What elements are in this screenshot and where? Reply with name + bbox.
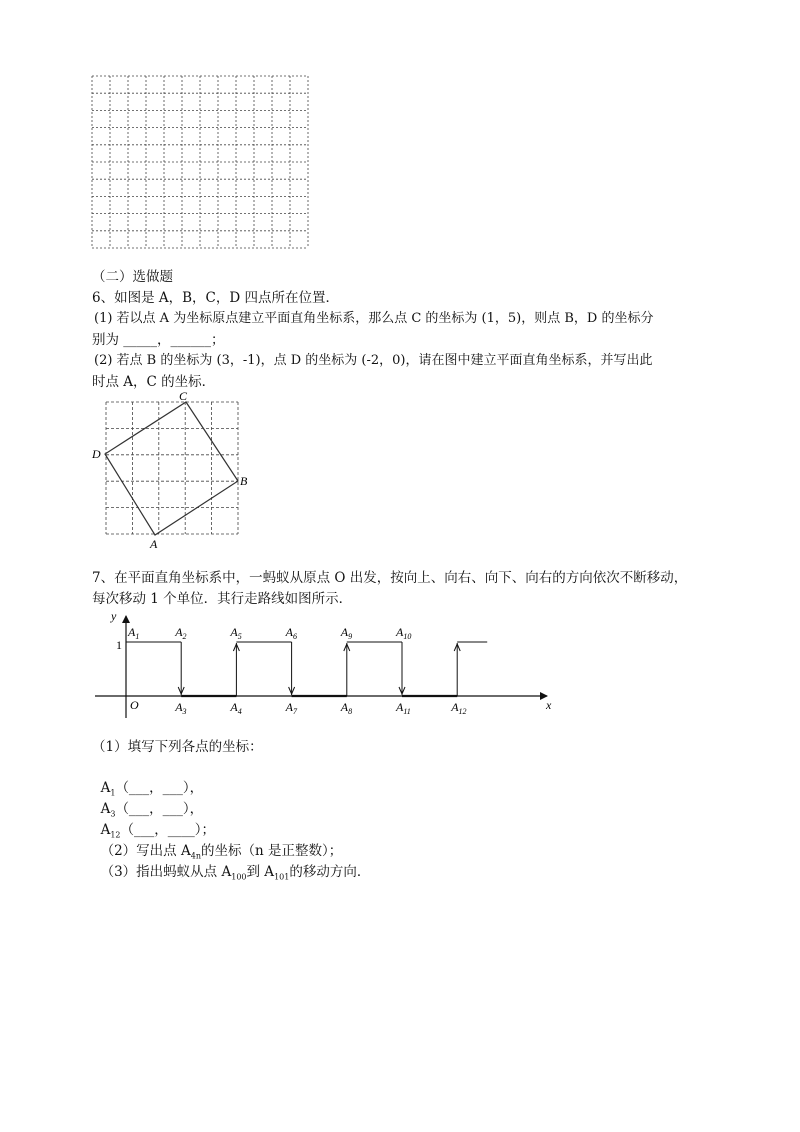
q7-part2-rest: 的坐标（n 是正整数）；	[200, 843, 343, 859]
point-label-c: C	[179, 390, 188, 403]
q7-part3-sub2: 101	[274, 872, 290, 882]
fill-a12-point: A	[100, 822, 111, 838]
q6-part1-line1: (1) 若以点 A 为坐标原点建立平面直角坐标系，那么点 C 的坐标为 (1，5)，则点 B，D 的坐标分	[94, 311, 654, 326]
q7-figure	[90, 608, 560, 718]
q7-part3-mid: 到 A	[246, 864, 275, 880]
q6-figure	[88, 390, 258, 552]
bottom-point-label: $A_3$	[175, 700, 187, 716]
unit-tick-label: 1	[116, 638, 122, 652]
bottom-point-label: $A_{11}$	[396, 700, 411, 716]
q7-part3-rest: 的移动方向．	[289, 864, 371, 880]
blank-grid	[90, 74, 310, 250]
axis-label-x: x	[546, 698, 552, 712]
fill-a12-blank: （___，____）；	[120, 822, 216, 838]
q7-part2-pre: （2）写出点 A	[100, 843, 191, 859]
fill-a12-sub: 12	[110, 830, 121, 840]
fill-a1-sub: 1	[110, 788, 116, 798]
top-point-label: $A_{10}$	[396, 625, 412, 641]
q6-part2-line2: 时点 A，C 的坐标．	[92, 374, 216, 390]
fill-a3-point: A	[100, 801, 111, 817]
q6-part1-line2: 别为 _____，______；	[92, 332, 225, 348]
q7-part1-title: （1）填写下列各点的坐标：	[92, 739, 263, 755]
top-point-label: $A_9$	[340, 625, 353, 641]
fill-a1-point: A	[100, 780, 111, 796]
axis-label-y: y	[111, 609, 117, 623]
bottom-point-label: $A_{12}$	[451, 700, 467, 716]
bottom-point-label: $A_4$	[230, 700, 242, 716]
q7-stem-line1: 7、在平面直角坐标系中，一蚂蚁从原点 O 出发，按向上、向右、向下、向右的方向依次不断移动，	[92, 570, 688, 586]
bottom-point-label: $A_8$	[340, 700, 353, 716]
q7-part2-sub: 4n	[190, 851, 201, 861]
quadrilateral-abcd	[105, 402, 238, 535]
point-label-b: B	[240, 474, 248, 488]
q6-part2-line1: (2) 若点 B 的坐标为 (3，-1)，点 D 的坐标为 (-2，0)，请在图中建立平面直角坐标系，并写出此	[94, 353, 653, 368]
top-point-label: $A_1$	[128, 625, 140, 641]
q7-part3-pre: （3）指出蚂蚁从点 A	[100, 864, 232, 880]
bottom-point-label: $A_7$	[285, 700, 297, 716]
top-point-label: $A_5$	[230, 625, 242, 641]
point-label-d: D	[92, 447, 101, 461]
q6-stem: 6、如图是 A，B，C，D 四点所在位置．	[92, 290, 339, 306]
q7-part3	[92, 845, 370, 887]
point-label-a: A	[150, 537, 158, 551]
top-point-label: $A_6$	[285, 625, 297, 641]
fill-a1-blank: （___，___），	[115, 780, 204, 796]
section-heading: （二）选做题	[92, 269, 173, 285]
q7-stem-line2: 每次移动 1 个单位．其行走路线如图所示．	[92, 591, 353, 607]
fill-a3-sub: 3	[110, 809, 116, 819]
top-point-label: $A_2$	[175, 625, 187, 641]
origin-label: O	[130, 698, 139, 712]
q7-part3-sub1: 100	[231, 872, 247, 882]
fill-a3-blank: （___，___），	[115, 801, 204, 817]
